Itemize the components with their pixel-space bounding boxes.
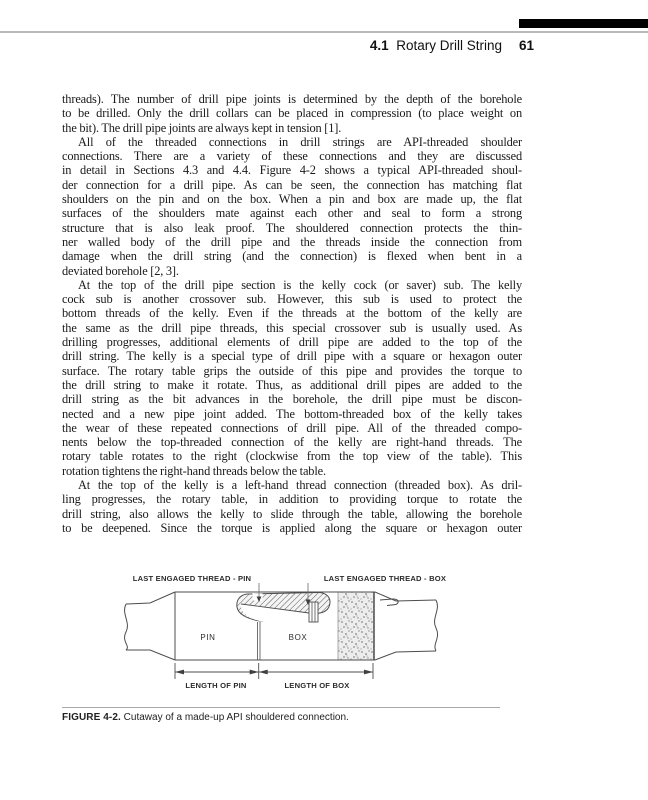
figure-caption	[62, 712, 532, 723]
right-break-line	[435, 600, 438, 651]
section-title: Rotary Drill String	[396, 38, 502, 53]
figure-caption-text: Cutaway of a made-up API shouldered connection.	[123, 712, 349, 723]
pin-nose-seal-rings	[309, 602, 318, 622]
section-heading	[370, 38, 502, 53]
running-header	[0, 38, 648, 56]
pin-pipe-outline	[125, 592, 175, 660]
body-text-line: damage when the drill string (and the connection) is flexed when bent in a	[62, 249, 522, 264]
label-pin: PIN	[200, 633, 216, 642]
body-text-line: drill string as the bit advances in the borehole, the drill pipe must be discon-	[62, 392, 522, 407]
caption-rule	[62, 707, 500, 708]
body-text-line: der connection for a drill pipe. As can be seen, the connection has matching flat	[62, 177, 522, 192]
body-text-line: surfaces of the shoulders mate against each other and seal to form a strong	[62, 206, 522, 221]
page-number: 61	[519, 38, 535, 53]
header-corner-bar	[519, 19, 648, 28]
body-text-line: deviated borehole [2, 3].	[62, 263, 179, 278]
body-text-line: All of the threaded connections in drill strings are API-threaded shoulder	[78, 134, 522, 149]
body-text	[62, 92, 522, 535]
box-stipple-band	[338, 593, 374, 660]
body-text-line: ner walled body of the drill pipe and the threads inside the connection from	[62, 234, 522, 249]
header-rule	[0, 31, 648, 33]
body-text-line: At the top of the kelly is a left-hand thread connection (threaded box). As dril-	[78, 478, 522, 493]
label-length-of-box: LENGTH OF BOX	[284, 681, 350, 690]
body-text-line: ling progresses, the rotary table, in addition to providing torque to rotate the	[62, 492, 522, 507]
label-last-engaged-thread-box: LAST ENGAGED THREAD - BOX	[323, 574, 447, 583]
body-text-line: surface. The rotary table grips the outside of this pipe and provides the torque to	[62, 363, 522, 378]
body-text-line: shoulders on the pin and on the box. When a pin and box are made up, the flat	[62, 192, 522, 207]
body-text-line: connections. There are a variety of these connections and they are discussed	[62, 149, 522, 164]
body-text-line: cock sub is another crossover sub. However, this sub is used to protect the	[62, 292, 522, 307]
figure-drawing	[108, 560, 453, 710]
label-box: BOX	[288, 633, 308, 642]
section-number: 4.1	[369, 38, 389, 53]
body-text-line: bottom threads of the kelly. Even if the threads at the bottom of the kelly are	[62, 306, 522, 321]
body-text-line: the drill string to make it rotate. Thus, as additional drill pipes are added to the	[62, 377, 522, 392]
body-text-line: the wear of these repeated connections of drill pipe. All of the threaded compo-	[62, 420, 522, 435]
body-text-line: rotation tightens the right-hand threads below the table.	[62, 463, 326, 478]
body-text-line: drill string. The kelly is a special type of drill pipe with a square or hexagon outer	[62, 349, 522, 364]
body-text-line: to be drilled. Only the drill collars can be placed in compression (to place weight on	[62, 106, 522, 121]
body-text-line: the bit). The drill pipe joints are always kept in tension [1].	[62, 120, 342, 135]
body-text-line: At the top of the drill pipe section is the kelly cock (or saver) sub. The kelly	[78, 277, 522, 292]
label-length-of-pin: LENGTH OF PIN	[185, 681, 247, 690]
figure-caption-label: FIGURE 4-2.	[62, 712, 121, 723]
pin-box-interface-line	[258, 622, 261, 660]
box-pipe-outline	[375, 592, 438, 660]
dimension-lines	[175, 663, 373, 679]
box-hook-detail	[380, 599, 398, 606]
left-break-line	[125, 604, 128, 650]
body-text-line: drill string, also allows the kelly to slide through the table, allowing the borehole	[62, 506, 522, 521]
label-last-engaged-thread-pin: LAST ENGAGED THREAD - PIN	[132, 574, 252, 583]
body-text-line: to be deepened. Since the torque is applied along the square or hexagon outer	[62, 520, 522, 535]
body-text-line: nected and a new pipe joint added. The bottom-threaded box of the kelly takes	[62, 406, 522, 421]
body-text-line: drilling progresses, additional elements of drill pipe are added to the top of the	[62, 335, 522, 350]
body-text-line: rotary table rotates to the right (clockwise from the top view of the table). This	[62, 449, 522, 464]
body-text-line: threads). The number of drill pipe joints is determined by the depth of the borehole	[62, 92, 522, 106]
body-text-line: the same as the drill pipe threads, this special crossover sub is usually used. As	[62, 320, 522, 335]
body-text-line: in detail in Sections 4.3 and 4.4. Figure 4-2 shows a typical API-threaded shoul-	[62, 163, 522, 178]
body-text-line: structure that is also leak proof. The shouldered connection protects the thin-	[62, 220, 522, 235]
body-text-line: nents below the top-threaded connection of the kelly are right-hand threads. The	[62, 435, 522, 450]
